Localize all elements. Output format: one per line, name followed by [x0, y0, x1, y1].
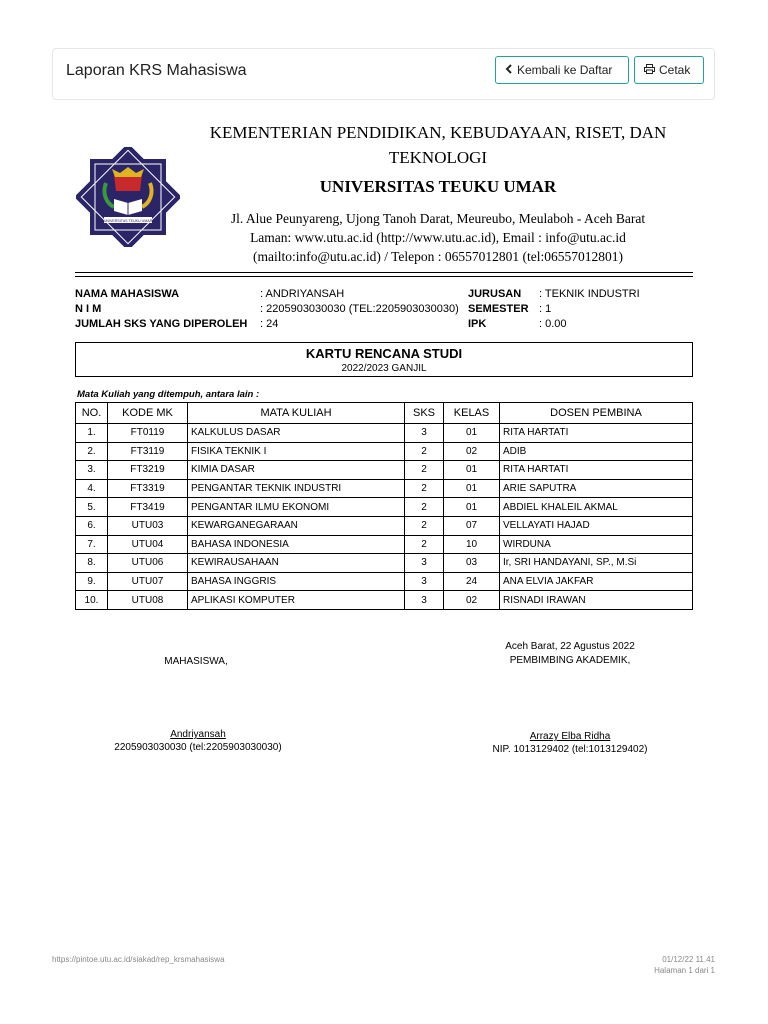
university-address: Jl. Alue Peunyareng, Ujong Tanoh Darat, Meureubo, Meulaboh - Aceh Barat [230, 211, 646, 226]
table-row [76, 591, 693, 610]
cell-mata-kuliah: FISIKA TEKNIK I [188, 442, 405, 461]
advisor-signature-block [470, 640, 670, 668]
cell-mata-kuliah: BAHASA INGGRIS [188, 572, 405, 591]
cell-dosen: ABDIEL KHALEIL AKMAL [500, 498, 693, 517]
report-header-card [52, 48, 715, 100]
cell-kelas: 01 [444, 424, 500, 443]
university-name: UNIVERSITAS TEUKU UMAR [319, 177, 557, 196]
cell-no: 2. [76, 442, 108, 461]
cell-no: 9. [76, 572, 108, 591]
cell-no: 1. [76, 424, 108, 443]
advisor-signer-block [470, 730, 670, 756]
cell-mata-kuliah: BAHASA INDONESIA [188, 535, 405, 554]
cell-no: 6. [76, 516, 108, 535]
ministry-name: KEMENTERIAN PENDIDIKAN, KEBUDAYAAN, RISET, DAN TEKNOLOGI [209, 123, 667, 167]
header-divider-bottom [75, 276, 693, 277]
cell-dosen: RITA HARTATI [500, 461, 693, 480]
ipk-label: IPK [468, 318, 487, 330]
table-row [76, 442, 693, 461]
cell-kode-mk: FT3219 [108, 461, 188, 480]
cell-kode-mk: FT3419 [108, 498, 188, 517]
col-kode-mk: KODE MK [108, 403, 188, 424]
cell-dosen: RITA HARTATI [500, 424, 693, 443]
cell-dosen: VELLAYATI HAJAD [500, 516, 693, 535]
cell-sks: 3 [405, 554, 444, 573]
cell-kode-mk: FT3319 [108, 479, 188, 498]
jurusan-value: : TEKNIK INDUSTRI [539, 288, 640, 300]
cell-mata-kuliah: PENGANTAR ILMU EKONOMI [188, 498, 405, 517]
cell-dosen: WIRDUNA [500, 535, 693, 554]
cell-no: 8. [76, 554, 108, 573]
cell-kode-mk: FT3119 [108, 442, 188, 461]
jurusan-label: JURUSAN [468, 288, 522, 300]
cell-sks: 2 [405, 479, 444, 498]
table-row [76, 498, 693, 517]
cell-dosen: RISNADI IRAWAN [500, 591, 693, 610]
cell-kelas: 24 [444, 572, 500, 591]
print-button[interactable] [634, 56, 704, 84]
cell-no: 5. [76, 498, 108, 517]
col-mata-kuliah: MATA KULIAH [188, 403, 405, 424]
table-row [76, 572, 693, 591]
krs-title: KARTU RENCANA STUDI [305, 346, 463, 361]
table-row [76, 516, 693, 535]
semester-label: SEMESTER [468, 303, 529, 315]
cell-mata-kuliah: KALKULUS DASAR [188, 424, 405, 443]
cell-mata-kuliah: KIMIA DASAR [188, 461, 405, 480]
chevron-left-icon [505, 63, 513, 77]
col-dosen-pembina: DOSEN PEMBINA [500, 403, 693, 424]
student-signer-name: Andriyansah [170, 729, 226, 740]
table-row [76, 554, 693, 573]
table-header-row [76, 403, 693, 424]
cell-sks: 3 [405, 424, 444, 443]
cell-sks: 3 [405, 591, 444, 610]
student-signer-id: 2205903030030 (tel:2205903030030) [114, 742, 282, 753]
cell-kode-mk: UTU06 [108, 554, 188, 573]
cell-kelas: 01 [444, 479, 500, 498]
krs-period: 2022/2023 GANJIL [341, 363, 427, 374]
cell-sks: 2 [405, 498, 444, 517]
cell-no: 4. [76, 479, 108, 498]
cell-kelas: 02 [444, 591, 500, 610]
sks-value: : 24 [260, 318, 279, 330]
cell-kode-mk: FT0119 [108, 424, 188, 443]
cell-kelas: 07 [444, 516, 500, 535]
cell-dosen: ANA ELVIA JAKFAR [500, 572, 693, 591]
cell-kelas: 01 [444, 498, 500, 517]
header-divider-top [75, 272, 693, 273]
university-contact-line1: Laman: www.utu.ac.id (http://www.utu.ac.id), Email : info@utu.ac.id [250, 230, 626, 245]
cell-sks: 2 [405, 535, 444, 554]
cell-kelas: 01 [444, 461, 500, 480]
footer-page: Halaman 1 dari 1 [654, 966, 715, 975]
table-row [76, 461, 693, 480]
cell-dosen: ADIB [500, 442, 693, 461]
cell-no: 10. [76, 591, 108, 610]
cell-kelas: 02 [444, 442, 500, 461]
advisor-signer-name: Arrazy Elba Ridha [529, 731, 611, 742]
table-row [76, 479, 693, 498]
col-kelas: KELAS [444, 403, 500, 424]
printer-icon [644, 63, 655, 77]
advisor-role: PEMBIMBING AKADEMIK, [509, 655, 631, 666]
cell-kelas: 10 [444, 535, 500, 554]
cell-mata-kuliah: KEWIRAUSAHAAN [188, 554, 405, 573]
cell-kode-mk: UTU03 [108, 516, 188, 535]
page-title: Laporan KRS Mahasiswa [66, 62, 247, 79]
sign-place-date: Aceh Barat, 22 Agustus 2022 [505, 641, 635, 652]
student-name-value: : ANDRIYANSAH [260, 288, 345, 300]
university-contact-line2: (mailto:info@utu.ac.id) / Telepon : 06557012801 (tel:06557012801) [252, 249, 624, 264]
nim-label: N I M [75, 303, 102, 315]
cell-kode-mk: UTU04 [108, 535, 188, 554]
course-table [75, 402, 693, 610]
table-row [76, 535, 693, 554]
col-no: NO. [76, 403, 108, 424]
cell-kode-mk: UTU08 [108, 591, 188, 610]
cell-mata-kuliah: PENGANTAR TEKNIK INDUSTRI [188, 479, 405, 498]
student-signature-block [98, 728, 298, 754]
student-name-label: NAMA MAHASISWA [75, 288, 180, 300]
university-logo [76, 147, 180, 247]
print-button-label: Cetak [659, 63, 691, 77]
student-role: MAHASISWA, [164, 656, 228, 667]
course-intro: Mata Kuliah yang ditempuh, antara lain : [77, 389, 260, 400]
krs-title-box [75, 342, 693, 377]
cell-mata-kuliah: APLIKASI KOMPUTER [188, 591, 405, 610]
university-address-block [188, 209, 688, 266]
cell-sks: 2 [405, 442, 444, 461]
cell-no: 3. [76, 461, 108, 480]
cell-sks: 3 [405, 572, 444, 591]
cell-dosen: Ir, SRI HANDAYANI, SP., M.Si [500, 554, 693, 573]
cell-sks: 2 [405, 516, 444, 535]
nim-value: : 2205903030030 (TEL:2205903030030) [260, 303, 459, 315]
advisor-signer-id: NIP. 1013129402 (tel:1013129402) [492, 744, 648, 755]
semester-value: : 1 [539, 303, 552, 315]
sks-label: JUMLAH SKS YANG DIPEROLEH [75, 318, 248, 330]
ipk-value: : 0.00 [539, 318, 567, 330]
back-button-label: Kembali ke Daftar [517, 63, 613, 77]
footer-datetime: 01/12/22 11.41 [662, 955, 715, 964]
col-sks: SKS [405, 403, 444, 424]
footer-url: https://pintoe.utu.ac.id/siakad/rep_krsmahasiswa [52, 955, 225, 964]
table-row [76, 424, 693, 443]
cell-dosen: ARIE SAPUTRA [500, 479, 693, 498]
back-to-list-button[interactable] [495, 56, 629, 84]
cell-mata-kuliah: KEWARGANEGARAAN [188, 516, 405, 535]
cell-sks: 2 [405, 461, 444, 480]
logo-text: UNIVERSITAS TEUKU UMAR [103, 218, 153, 223]
cell-kelas: 03 [444, 554, 500, 573]
cell-no: 7. [76, 535, 108, 554]
cell-kode-mk: UTU07 [108, 572, 188, 591]
